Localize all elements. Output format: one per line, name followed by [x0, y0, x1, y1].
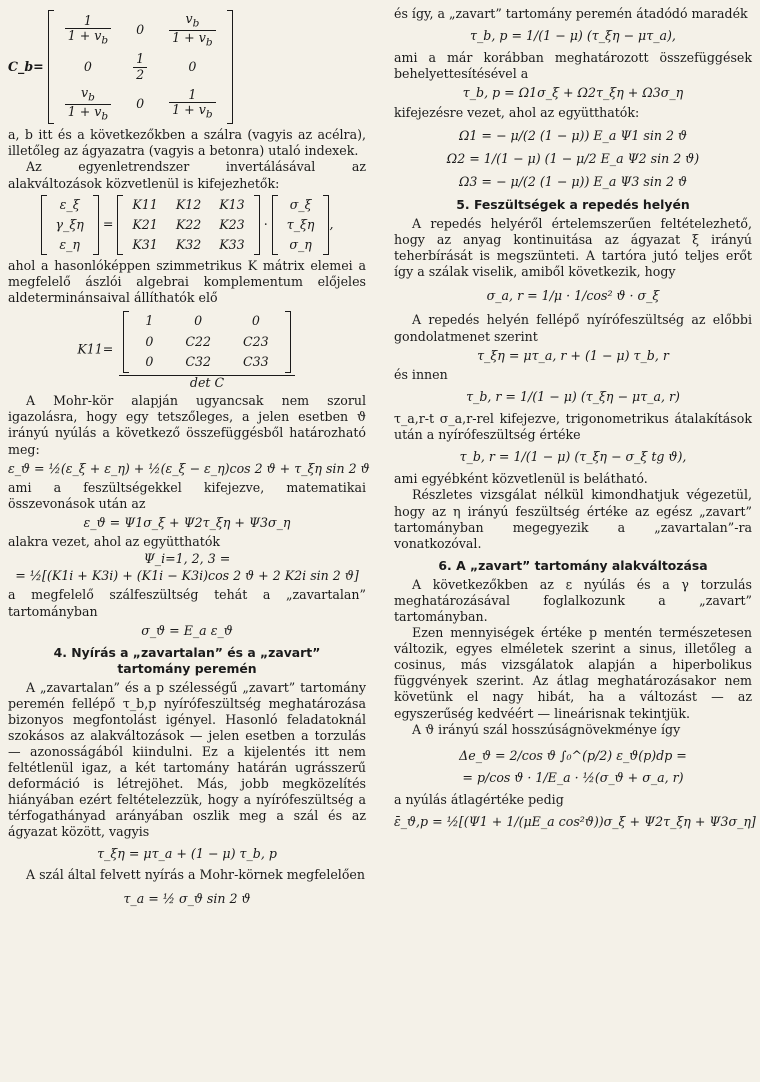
left-paragraph-1: a, b itt és a következőkben a szálra (vagyis az acélra), illetőleg az ágyazatra (vagyis a betonra) utaló indexek. [8, 127, 366, 159]
stress-vector-item: σ_ξ [289, 196, 312, 212]
right-paragraph-6: és innen [394, 366, 448, 382]
stress-vector-item: τ_ξη [286, 216, 315, 232]
k11-cell: 0 [194, 313, 203, 329]
left-column [8, 6, 370, 910]
eq-omega-3: Ω3 = − μ/(2 (1 − μ)) E_a Ψ3 sin 2 ϑ [458, 173, 688, 189]
eq-tau-bp-omega: τ_b, p = Ω1σ_ξ + Ω2τ_ξη + Ω3σ_η [462, 85, 684, 101]
eq-psi: = ½[(K1i + K3i) + (K1i − K3i)cos 2 ϑ + 2 K2i sin 2 ϑ] [15, 568, 359, 584]
eq-delta-e-2: = p/cos ϑ · 1/E_a · ½(σ_ϑ + σ_a, r) [462, 769, 684, 785]
right-paragraph-11: Ezen mennyiségek értéke p mentén természetesen változik, egyes elméletek szerint a sinus, illetőleg a cosinus, más vizsgálatok alapján a hiperbolikus függvények szerint. Az átlag meghatározásakor nem követünk el nagy hibát, ha a változást — az egyszerűség kedvéért — lineárisnak tekintjük. [394, 625, 752, 721]
k-cell: K31 [132, 236, 158, 252]
section-4-heading-line-2: tartomány peremén [117, 660, 257, 676]
k-matrix [117, 195, 259, 255]
k-cell: K22 [175, 216, 202, 232]
k-cell: K12 [175, 196, 202, 212]
cb-cell-13: $\frac{v_b}{1 + v_b}$ [158, 10, 226, 50]
k11-denominator: det C [189, 374, 225, 390]
eq-psi-label: Ψ_i=1, 2, 3 = [143, 551, 231, 567]
eq-tau-bp: τ_b, p = 1/(1 − μ) (τ_ξη − μτ_a), [470, 28, 676, 44]
right-paragraph-9: Részletes vizsgálat nélkül kimondhatjuk végezetül, hogy az η irányú feszültség értéke az egész „zavart” tartományban megegyezik a „zavartalan”-ra vonatkozóval. [394, 487, 752, 551]
eq-omega-1: Ω1 = − μ/(2 (1 − μ)) E_a Ψ1 sin 2 ϑ [458, 127, 688, 143]
section-6-heading: 6. A „zavart” tartomány alakváltozása [438, 557, 708, 573]
k-cell: K23 [219, 216, 245, 232]
stress-vector [272, 195, 330, 255]
left-paragraph-8: A „zavartalan” és a p szélességű „zavart” tartomány peremén fellépő τ_b,p nyírófeszültség meghatározása bizonyos megfontolást igényel. Hasonló feladatoknál szokásos az alakváltozások — jelen esetben a torzulás — azonosságából kiindulni. Ez a kijelentés itt nem feltétlenül igaz, a két tartomány határán ugrásszerű deformáció is létrejöhet. Más, jobb megközelítés hiányában ezért feltételezzük, hogy a nyírófeszültség a térfogathányad arányában oszlik meg a szál és az ágyazat között, vagyis [8, 679, 366, 840]
left-paragraph-2: Az egyenletrendszer invertálásával az alakváltozások közvetlenül is kifejezhetők: [8, 159, 366, 191]
right-paragraph-3: kifejezésre vezet, ahol az együtthatók: [394, 104, 640, 120]
cb-cell-21: 0 [83, 59, 92, 75]
cb-cell-22: $\frac{1}{2}$ [122, 50, 158, 84]
section-5-heading: 5. Feszültségek a repedés helyén [456, 196, 690, 212]
eq-delta-e: Δe_ϑ = 2/cos ϑ ∫₀^(p/2) ε_ϑ(p)dp = [459, 747, 687, 763]
right-paragraph-5: A repedés helyén fellépő nyírófeszültség az előbbi gondolatmenet szerint [394, 312, 752, 344]
k-cell: K21 [132, 216, 158, 232]
left-paragraph-7: a megfelelő szálfeszültség tehát a „zavartalan” tartományban [8, 587, 366, 619]
cb-matrix [48, 10, 233, 124]
eq-tau-xieta-r: τ_ξη = μτ_a, r + (1 − μ) τ_b, r [477, 347, 669, 363]
k11-cell: C22 [185, 333, 212, 349]
section-4-heading-line-1: 4. Nyírás a „zavartalan” és a „zavart” [53, 644, 321, 660]
eq-sigma-ar: σ_a, r = 1/μ · 1/cos² ϑ · σ_ξ [486, 288, 660, 304]
k11-cell: C33 [243, 354, 269, 370]
stress-vector-item: σ_η [289, 236, 312, 252]
k11-cell: 0 [145, 333, 154, 349]
eq-eps-avg: ε̄_ϑ,p = ½[(Ψ1 + 1/(μE_a cos²ϑ))σ_ξ + Ψ2τ_ξη + Ψ3σ_η] [394, 814, 756, 830]
strain-vector-item: ε_η [59, 236, 80, 252]
k11-cell: 0 [251, 313, 260, 329]
eq-eps-psi: ε_ϑ = Ψ1σ_ξ + Ψ2τ_ξη + Ψ3σ_η [83, 514, 291, 530]
k11-fraction [119, 309, 294, 390]
k11-cell: C23 [243, 333, 269, 349]
cb-cell-32: 0 [136, 96, 145, 112]
eq-eps-theta: ε_ϑ = ½(ε_ξ + ε_η) + ½(ε_ξ − ε_η)cos 2 ϑ + τ_ξη sin 2 ϑ [8, 460, 370, 476]
k11-minor-matrix [123, 311, 290, 372]
strain-stress-equation: ε_ξ γ_ξη ε_η = K11 K12 K13 K21 K22 K23 K31 K32 K33 · σ_ξ τ_ξη σ_η , [8, 195, 366, 255]
cb-cell-11: $\frac{1}{1 + v_b}$ [54, 10, 122, 50]
right-paragraph-13: a nyúlás átlagértéke pedig [394, 792, 564, 808]
k11-cell: C32 [185, 354, 212, 370]
strain-vector-item: ε_ξ [59, 196, 80, 212]
cb-cell-12: 0 [136, 22, 145, 38]
cb-matrix-equation [8, 10, 366, 124]
cb-cell-31: $\frac{v_b}{1 + v_b}$ [54, 84, 122, 124]
k-cell: K11 [132, 196, 158, 212]
eq-tau-a: τ_a = ½ σ_ϑ sin 2 ϑ [123, 890, 251, 906]
k11-cell: 1 [145, 313, 154, 329]
cb-cell-23: 0 [188, 59, 197, 75]
right-paragraph-1: és így, a „zavart” tartomány peremén átadódó maradék [394, 6, 748, 21]
left-paragraph-6: alakra vezet, ahol az együtthatók [8, 534, 221, 550]
k11-equation [8, 309, 366, 390]
right-paragraph-8: ami egyébként közvetlenül is belátható. [394, 471, 648, 487]
strain-vector [41, 195, 99, 255]
k-cell: K13 [219, 196, 245, 212]
k11-label: K11= [77, 341, 114, 357]
k-cell: K32 [175, 236, 202, 252]
eq-tau-br: τ_b, r = 1/(1 − μ) (τ_ξη − μτ_a, r) [466, 388, 680, 404]
right-paragraph-12: A ϑ irányú szál hosszúságnövekménye így [412, 721, 681, 737]
eq-tau-br-2: τ_b, r = 1/(1 − μ) (τ_ξη − σ_ξ tg ϑ), [459, 449, 687, 465]
left-paragraph-5: ami a feszültségekkel kifejezve, matematikai összevonások után az [8, 479, 366, 511]
section-4-heading [8, 645, 366, 677]
right-paragraph-4: A repedés helyéről értelemszerűen feltételezhető, hogy az anyag kontinuitása az ágyazat ξ irányú teherbírását is megszünteti. A tartóra jutó teljes erőt így a szálak viselik, amiből következik, hogy [394, 215, 752, 280]
right-paragraph-2: ami a már korábban meghatározott összefüggések behelyettesítésével a [394, 50, 752, 82]
k-cell: K33 [219, 236, 245, 252]
eq-tau-split: τ_ξη = μτ_a + (1 − μ) τ_b, p [97, 845, 277, 861]
right-paragraph-10: A következőkben az ε nyúlás és a γ torzulás meghatározásával foglalkozunk a „zavart” tartományban. [394, 576, 752, 624]
eq-omega-2: Ω2 = 1/(1 − μ) (1 − μ/2 E_a Ψ2 sin 2 ϑ) [446, 150, 700, 166]
left-paragraph-4: A Mohr-kör alapján ugyancsak nem szorul igazolásra, hogy egy tetszőleges, a jelen esetben ϑ irányú nyúlás a következő összefüggésből határozható meg: [8, 393, 366, 457]
right-column [394, 6, 756, 833]
left-paragraph-9: A szál által felvett nyírás a Mohr-körnek megfelelően [26, 866, 365, 882]
cb-cell-33: $\frac{1}{1 + v_b}$ [158, 84, 226, 124]
left-paragraph-3: ahol a hasonlóképpen szimmetrikus K mátrix elemei a megfelelő ászlói algebrai komplementum előjeles aldeterminánsaival állíthatók elő [8, 258, 366, 306]
strain-vector-item: γ_ξη [55, 216, 84, 232]
k11-cell: 0 [145, 354, 154, 370]
cb-label: C_b= [8, 59, 44, 75]
eq-sigma-theta: σ_ϑ = E_a ε_ϑ [141, 622, 233, 638]
right-paragraph-7: τ_a,r-t σ_a,r-rel kifejezve, trigonometrikus átalakítások után a nyírófeszültség értéke [394, 410, 752, 443]
